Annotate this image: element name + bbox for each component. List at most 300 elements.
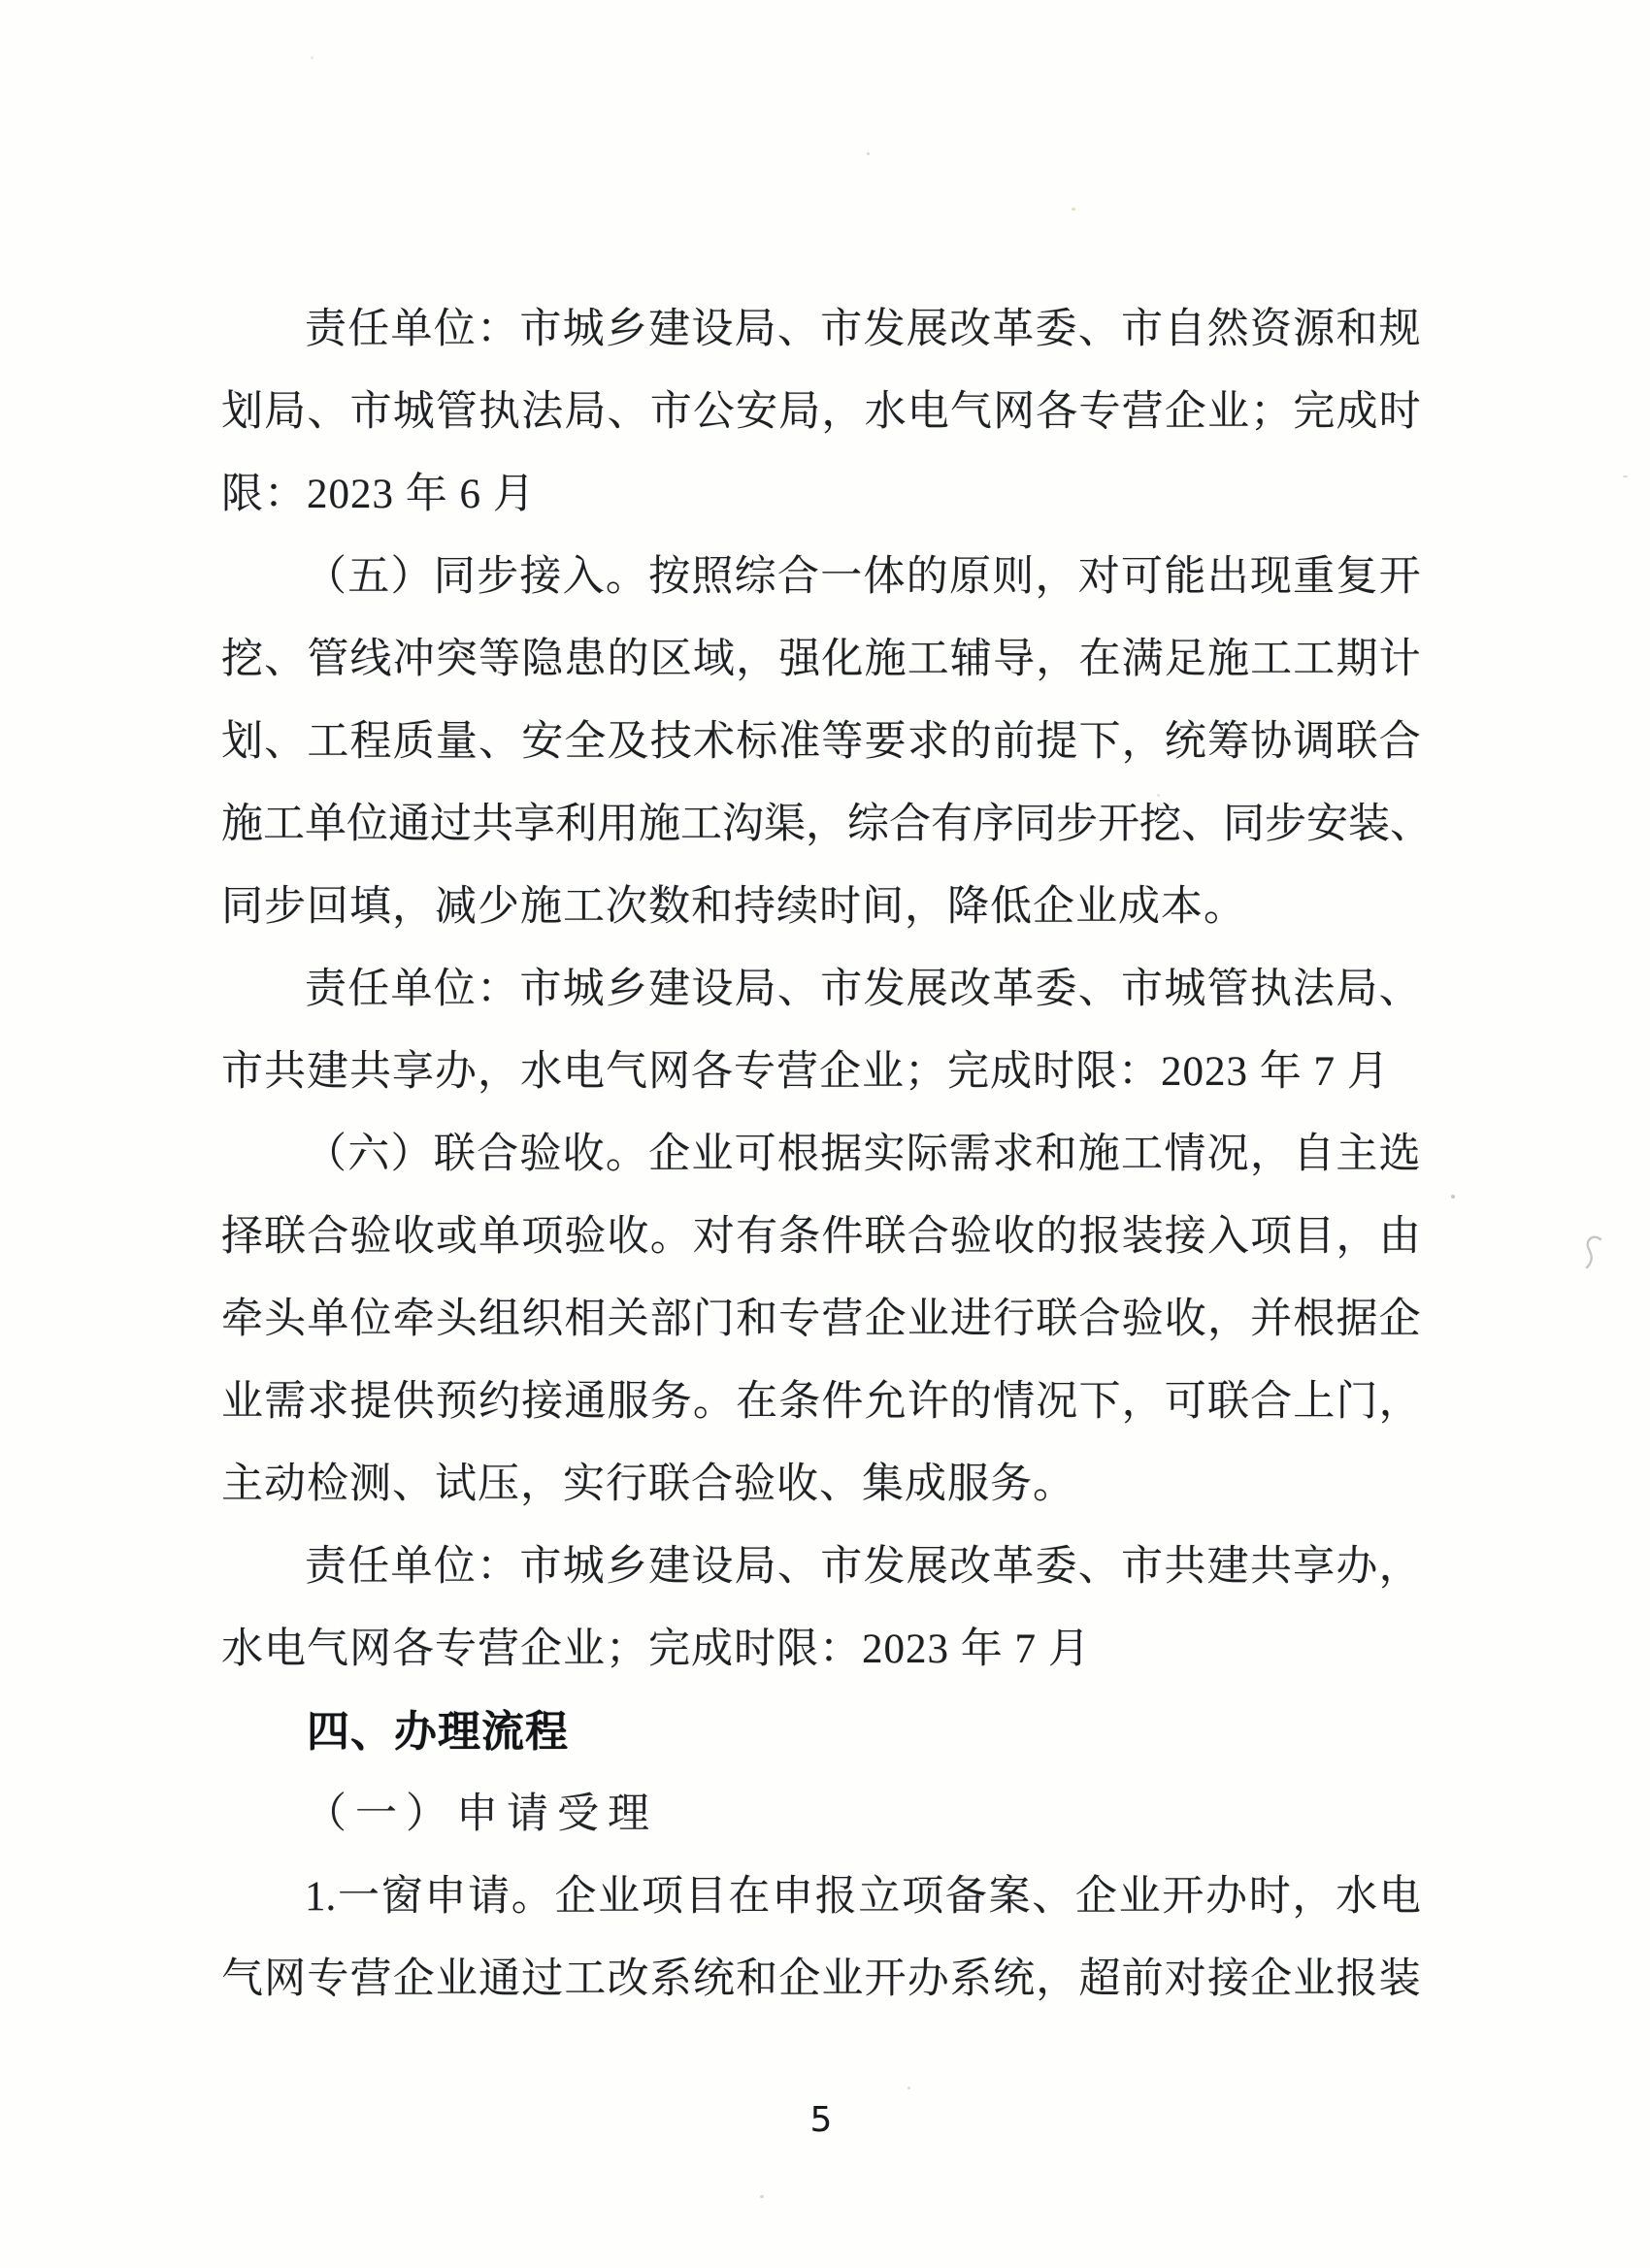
glyph: 在 (1078, 637, 1121, 682)
glyph: 冲 (392, 637, 435, 682)
glyph: 综 (734, 554, 776, 600)
glyph: 业 (1293, 1956, 1336, 2002)
glyph: 统 (1164, 719, 1206, 765)
text-line (221, 948, 1421, 1031)
glyph: 、 (1390, 802, 1432, 847)
glyph: ， (821, 389, 864, 435)
glyph: 申 (424, 1874, 467, 1920)
glyph: 门 (1336, 1379, 1378, 1425)
glyph: 、 (776, 307, 819, 352)
glyph: 选 (1378, 1132, 1421, 1177)
glyph: 法 (1293, 967, 1336, 1012)
glyph: 城 (1164, 967, 1206, 1012)
glyph: 、 (1378, 967, 1421, 1012)
glyph: 合 (1250, 1379, 1293, 1425)
glyph: 联 (1036, 1297, 1078, 1342)
glyph: 窗 (380, 1874, 423, 1920)
glyph: 在 (728, 1874, 771, 1920)
glyph: 下 (1078, 1379, 1121, 1425)
glyph: ： (477, 967, 519, 1012)
glyph: 要 (864, 719, 907, 765)
glyph: 各 (1036, 389, 1078, 435)
glyph: 用 (597, 802, 639, 847)
glyph: 和 (1035, 1132, 1077, 1177)
glyph: 出 (1206, 554, 1249, 600)
glyph: 办 (1205, 1874, 1248, 1920)
glyph: 系 (949, 1956, 992, 2002)
glyph: 委 (1035, 967, 1077, 1012)
glyph: 按 (648, 554, 691, 600)
glyph: 发 (863, 967, 906, 1012)
glyph: 改 (607, 1956, 649, 2002)
glyph: ， (1036, 637, 1078, 682)
glyph: ， (806, 802, 847, 847)
text-line (221, 618, 1421, 701)
glyph: 工 (564, 1956, 607, 2002)
glyph: 单 (390, 1544, 433, 1590)
glyph: 条 (778, 1379, 821, 1425)
glyph: 根 (1293, 1297, 1336, 1342)
glyph: 、 (478, 719, 521, 765)
glyph: 牵 (221, 1297, 263, 1342)
glyph: 执 (1249, 967, 1292, 1012)
glyph: 报 (814, 1874, 857, 1920)
glyph: 需 (948, 1132, 991, 1177)
glyph: 位 (349, 1297, 392, 1342)
glyph: 营 (821, 1297, 864, 1342)
glyph: 织 (521, 1297, 564, 1342)
glyph: 现 (1249, 554, 1292, 600)
glyph: 验 (1121, 1297, 1164, 1342)
glyph: 上 (1293, 1379, 1336, 1425)
scan-speck (908, 2087, 910, 2089)
scan-speck (311, 56, 314, 59)
glyph: 质 (392, 719, 435, 765)
glyph: 完 (1293, 389, 1336, 435)
scan-speck (1451, 1195, 1455, 1199)
glyph: 市 (519, 967, 562, 1012)
glyph: 前 (1121, 1956, 1164, 2002)
glyph: 提 (349, 1379, 392, 1425)
glyph: 条 (778, 1214, 821, 1260)
text-line (221, 1278, 1421, 1361)
glyph: 革 (992, 307, 1035, 352)
glyph: 执 (478, 389, 521, 435)
glyph: ： (477, 307, 519, 352)
glyph: 项 (521, 1214, 564, 1260)
glyph: 协 (1250, 719, 1293, 765)
glyph: 营 (1121, 389, 1164, 435)
glyph: 、 (1181, 802, 1223, 847)
glyph: 项 (641, 1874, 683, 1920)
glyph: （ (305, 554, 346, 600)
glyph: 市 (1121, 967, 1164, 1012)
glyph: 联 (864, 1214, 907, 1260)
glyph: 况 (1206, 1132, 1249, 1177)
glyph: 联 (1206, 1379, 1249, 1425)
glyph: 备 (944, 1874, 987, 1920)
glyph: 等 (478, 637, 521, 682)
glyph: 通 (478, 1956, 521, 2002)
glyph: 公 (692, 389, 735, 435)
glyph: 企 (1074, 1874, 1117, 1920)
glyph: ） (390, 554, 433, 600)
glyph: 渠 (764, 802, 806, 847)
glyph: 业 (435, 1956, 478, 2002)
glyph: 务 (649, 1379, 692, 1425)
glyph: 项 (1250, 1214, 1293, 1260)
glyph: 目 (1293, 1214, 1336, 1260)
glyph: 验 (349, 1214, 392, 1260)
glyph: 。 (511, 1874, 553, 1920)
glyph: 施 (221, 802, 263, 847)
text-line: 市共建共享办，水电气网各专营企业；完成时限：2023 年 7 月 (221, 1049, 1390, 1095)
glyph: 情 (1164, 1132, 1206, 1177)
glyph: ， (1206, 1297, 1249, 1342)
glyph: 对 (1164, 1956, 1206, 2002)
glyph: 供 (392, 1379, 435, 1425)
glyph: 业 (1118, 1874, 1161, 1920)
glyph: 局 (734, 967, 776, 1012)
glyph: 责 (305, 1544, 346, 1590)
glyph: 全 (564, 719, 607, 765)
glyph: 专 (307, 1956, 349, 2002)
glyph: 步 (1056, 802, 1098, 847)
glyph: 、 (776, 967, 819, 1012)
glyph: 委 (1035, 1544, 1077, 1590)
glyph: 求 (907, 719, 949, 765)
glyph: 工 (1250, 637, 1293, 682)
glyph: 然 (1206, 307, 1249, 352)
glyph: 、 (307, 389, 349, 435)
glyph: 、 (1077, 1544, 1120, 1590)
glyph: 企 (1164, 389, 1206, 435)
glyph: 源 (1293, 307, 1336, 352)
glyph: 建 (648, 307, 691, 352)
glyph: 际 (906, 1132, 948, 1177)
glyph: 则 (992, 554, 1035, 600)
glyph: 挖 (221, 637, 263, 682)
glyph: 管 (1206, 967, 1249, 1012)
glyph: 单 (305, 802, 346, 847)
glyph: 合 (776, 554, 819, 600)
glyph: 五 (347, 554, 390, 600)
glyph: 局 (778, 389, 821, 435)
glyph: 市 (1121, 307, 1164, 352)
glyph: 实 (863, 1132, 906, 1177)
glyph: 在 (736, 1379, 778, 1425)
glyph: ， (1121, 1379, 1164, 1425)
pencil-squiggle-mark (1580, 1229, 1607, 1271)
glyph: 改 (948, 967, 991, 1012)
glyph: 重 (1293, 554, 1336, 600)
glyph: 改 (948, 307, 991, 352)
text-line (221, 288, 1421, 371)
glyph: 市 (820, 967, 863, 1012)
glyph: 导 (993, 637, 1036, 682)
glyph: 统 (993, 1956, 1036, 2002)
glyph: 城 (392, 389, 435, 435)
glyph: 企 (778, 1956, 821, 2002)
glyph: 件 (821, 1379, 864, 1425)
glyph: 况 (1036, 1379, 1078, 1425)
glyph: 乡 (605, 1544, 647, 1590)
glyph: 准 (778, 719, 821, 765)
glyph: 情 (993, 1379, 1036, 1425)
glyph: 合 (477, 1132, 519, 1177)
text-line (221, 1196, 1421, 1278)
glyph: 和 (1336, 307, 1378, 352)
glyph: 时 (1378, 389, 1421, 435)
glyph: 超 (1078, 1956, 1121, 2002)
glyph: 业 (907, 1297, 949, 1342)
glyph: 共 (472, 802, 513, 847)
glyph: 、 (1077, 967, 1120, 1012)
glyph: 原 (948, 554, 991, 600)
glyph: 。 (605, 1132, 647, 1177)
glyph: 由 (1378, 1214, 1421, 1260)
glyph: 城 (562, 307, 605, 352)
glyph: 报 (1078, 1214, 1121, 1260)
glyph: 择 (221, 1214, 263, 1260)
glyph: 能 (1164, 554, 1206, 600)
glyph: 验 (519, 1132, 562, 1177)
glyph: （ (305, 1132, 346, 1177)
glyph: 位 (433, 307, 476, 352)
glyph: 法 (521, 389, 564, 435)
glyph: 件 (821, 1214, 864, 1260)
glyph: 开 (1162, 1874, 1204, 1920)
glyph: 标 (736, 719, 778, 765)
glyph: 同 (433, 554, 476, 600)
glyph: 收 (993, 1214, 1036, 1260)
glyph: 术 (692, 719, 735, 765)
glyph: 需 (264, 1379, 307, 1425)
glyph: 自 (1164, 307, 1206, 352)
glyph: 位 (433, 967, 476, 1012)
glyph: 开 (864, 1956, 907, 2002)
glyph: 责 (305, 307, 346, 352)
glyph: 施 (1206, 637, 1249, 682)
glyph: 设 (691, 967, 734, 1012)
glyph: 步 (477, 554, 519, 600)
glyph: 工 (1121, 1132, 1164, 1177)
glyph: 序 (973, 802, 1014, 847)
glyph: 市 (519, 307, 562, 352)
glyph: 求 (992, 1132, 1035, 1177)
glyph: 局 (734, 1544, 776, 1590)
glyph: 接 (519, 554, 562, 600)
glyph: ， (1378, 1379, 1421, 1425)
glyph: 开 (1378, 554, 1421, 600)
glyph: ） (390, 1132, 433, 1177)
glyph: 可 (1121, 554, 1164, 600)
text-line (221, 1361, 1421, 1443)
glyph: 过 (430, 802, 472, 847)
glyph: 单 (478, 1214, 521, 1260)
glyph: 享 (1293, 1544, 1336, 1590)
glyph: 设 (691, 307, 734, 352)
glyph: 化 (821, 637, 864, 682)
text-line (221, 1856, 1421, 1938)
glyph: 业 (691, 1132, 734, 1177)
glyph: 报 (1336, 1956, 1378, 2002)
scan-speck (1623, 476, 1628, 477)
glyph: ， (1292, 1874, 1335, 1920)
glyph: 共 (1164, 1544, 1206, 1590)
glyph: 网 (993, 389, 1036, 435)
glyph: 申 (771, 1874, 813, 1920)
glyph: ， (1121, 719, 1164, 765)
glyph: 市 (349, 389, 392, 435)
glyph: 企 (864, 1297, 907, 1342)
glyph: 联 (433, 1132, 476, 1177)
glyph: 主 (1336, 1132, 1378, 1177)
glyph: 入 (1206, 1214, 1249, 1260)
glyph: 的 (906, 554, 948, 600)
glyph: 专 (778, 1297, 821, 1342)
glyph: 程 (349, 719, 392, 765)
glyph: 通 (564, 1379, 607, 1425)
glyph: 划 (221, 389, 263, 435)
text-line (221, 701, 1421, 783)
glyph: 量 (435, 719, 478, 765)
glyph: 的 (1036, 1214, 1078, 1260)
glyph: 和 (736, 1956, 778, 2002)
glyph: 预 (435, 1379, 478, 1425)
glyph: 联 (1336, 719, 1378, 765)
glyph: 施 (864, 637, 907, 682)
glyph: 施 (639, 802, 680, 847)
glyph: 六 (347, 1132, 390, 1177)
glyph: 发 (863, 1544, 906, 1590)
text-line (221, 1526, 1421, 1608)
glyph: 一 (820, 554, 863, 600)
glyph: 技 (649, 719, 692, 765)
text-line (221, 783, 1432, 866)
glyph: 规 (1378, 307, 1421, 352)
glyph: 据 (820, 1132, 863, 1177)
glyph: 行 (993, 1297, 1036, 1342)
glyph: 城 (562, 967, 605, 1012)
glyph: 收 (562, 1132, 605, 1177)
page-number: 5 (809, 2100, 833, 2140)
glyph: 接 (1206, 1956, 1249, 2002)
glyph: 并 (1250, 1297, 1293, 1342)
glyph: 装 (1378, 1956, 1421, 2002)
text-line: 四、办理流程 (307, 1708, 569, 1756)
glyph: 企 (392, 1956, 435, 2002)
glyph: 同 (1223, 802, 1265, 847)
glyph: 和 (736, 1297, 778, 1342)
glyph: 或 (435, 1214, 478, 1260)
glyph: 隐 (521, 637, 564, 682)
glyph: 根 (776, 1132, 819, 1177)
glyph: 期 (1336, 637, 1378, 682)
glyph: 体 (863, 554, 906, 600)
text-line (221, 536, 1421, 618)
glyph: 收 (392, 1214, 435, 1260)
glyph: 自 (1293, 1132, 1336, 1177)
glyph: 电 (1378, 1874, 1421, 1920)
glyph: ， (1336, 1214, 1378, 1260)
glyph: 管 (307, 637, 349, 682)
glyph: 建 (648, 1544, 691, 1590)
glyph: 局 (564, 389, 607, 435)
glyph: 目 (684, 1874, 727, 1920)
glyph: 患 (564, 637, 607, 682)
glyph: 管 (435, 389, 478, 435)
glyph: 装 (1348, 802, 1390, 847)
glyph: 项 (902, 1874, 944, 1920)
glyph: 成 (1336, 389, 1378, 435)
glyph: 综 (847, 802, 889, 847)
glyph: 筹 (1206, 719, 1249, 765)
glyph: 办 (907, 1956, 949, 2002)
glyph: 划 (221, 719, 263, 765)
glyph: 局 (1336, 967, 1378, 1012)
glyph: 的 (949, 719, 992, 765)
glyph: 验 (949, 1214, 992, 1260)
glyph: 开 (1098, 802, 1139, 847)
glyph: 、 (1077, 307, 1120, 352)
glyph: 对 (692, 1214, 735, 1260)
glyph: 收 (607, 1214, 649, 1260)
glyph: 建 (648, 967, 691, 1012)
glyph: 案 (988, 1874, 1031, 1920)
glyph: 区 (649, 637, 692, 682)
scan-speck (867, 152, 870, 155)
glyph: 立 (858, 1874, 901, 1920)
glyph: 许 (907, 1379, 949, 1425)
glyph: 约 (478, 1379, 521, 1425)
glyph: 1. (305, 1874, 337, 1920)
glyph: ： (477, 1544, 519, 1590)
glyph: 求 (307, 1379, 349, 1425)
text-line: 限：2023 年 6 月 (221, 472, 536, 517)
glyph: 等 (821, 719, 864, 765)
glyph: 水 (1336, 1874, 1378, 1920)
glyph: 企 (1250, 1956, 1293, 2002)
glyph: 头 (264, 1297, 307, 1342)
glyph: 联 (264, 1214, 307, 1260)
glyph: 门 (692, 1297, 735, 1342)
glyph: 调 (1293, 719, 1336, 765)
glyph: 展 (906, 307, 948, 352)
glyph: 、 (1032, 1874, 1074, 1920)
glyph: 局 (734, 307, 776, 352)
glyph: 允 (864, 1379, 907, 1425)
glyph: 的 (607, 637, 649, 682)
glyph: 足 (1164, 637, 1206, 682)
glyph: 复 (1336, 554, 1378, 600)
glyph: 网 (264, 1956, 307, 2002)
glyph: 进 (949, 1297, 992, 1342)
glyph: 组 (478, 1297, 521, 1342)
glyph: 任 (347, 967, 390, 1012)
glyph: 及 (607, 719, 649, 765)
glyph: 展 (906, 967, 948, 1012)
glyph: 水 (864, 389, 907, 435)
glyph: 。 (692, 1379, 735, 1425)
glyph: 安 (521, 719, 564, 765)
glyph: 单 (390, 307, 433, 352)
glyph: 安 (1306, 802, 1348, 847)
glyph: 突 (435, 637, 478, 682)
glyph: 企 (1378, 1297, 1421, 1342)
glyph: 业 (598, 1874, 641, 1920)
glyph: 合 (1078, 1297, 1121, 1342)
